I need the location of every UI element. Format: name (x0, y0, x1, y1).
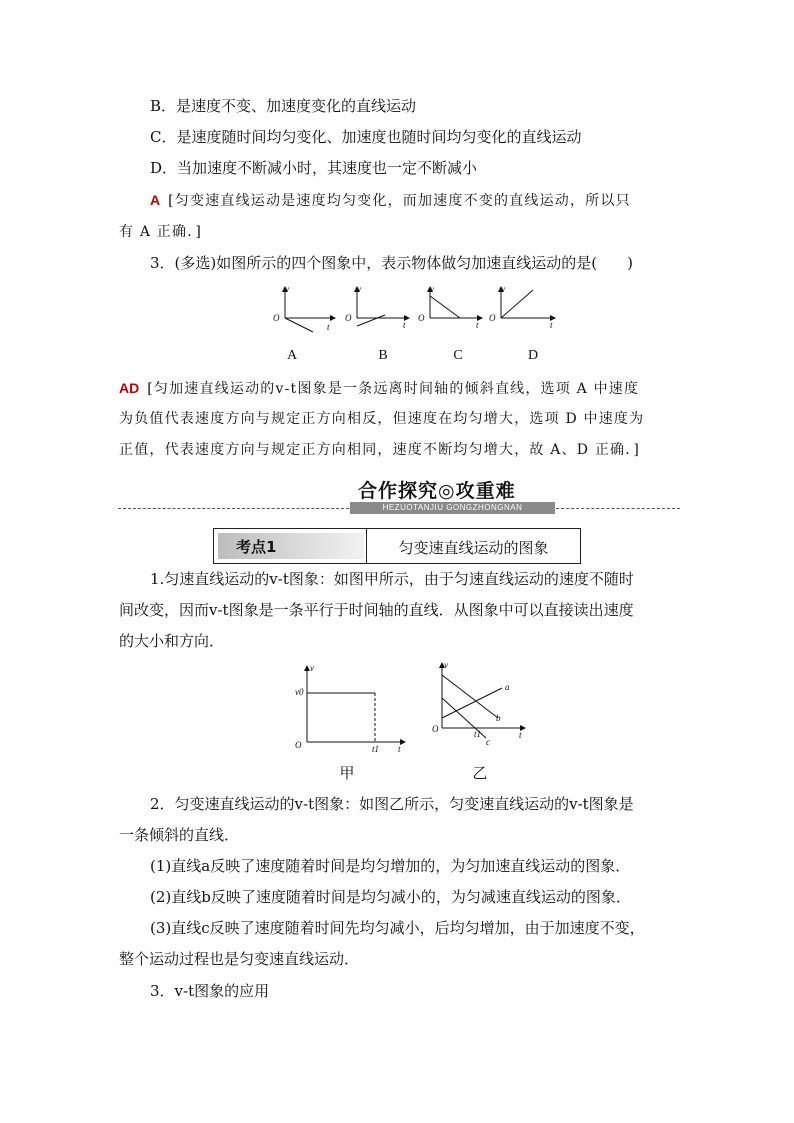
yi-label-a: a (505, 682, 510, 692)
q3-graphs (265, 282, 565, 342)
q2-answer-key: A (150, 192, 161, 208)
graph-a (273, 284, 335, 332)
jia-axis-t: t (398, 744, 401, 754)
graph-c-axis-t: t (476, 320, 479, 330)
kaodian-tag (218, 533, 364, 559)
figure-yi-caption: 乙 (472, 764, 488, 782)
graph-b-origin: O (345, 313, 352, 323)
graph-d-line (501, 290, 533, 318)
q3-answer-line2: 为负值代表速度方向与规定正方向相反，但速度在均匀增大，选项 D 中速度为 (119, 411, 645, 427)
graph-label-a: A (286, 348, 298, 363)
jia-axis-v: v (310, 663, 314, 673)
banner-subtitle: HEZUOTANJIU GONGZHONGNAN (350, 502, 555, 514)
section1-line2: 间改变，因而v-t图象是一条平行于时间轴的直线．从图象中可以直接读出速度 (119, 601, 634, 619)
q2-answer (150, 190, 631, 211)
section3-heading: 3．v-t图象的应用 (150, 982, 270, 1000)
kaodian-title: 匀变速直线运动的图象 (398, 539, 549, 557)
banner-title: 合作探究◎攻重难 (358, 480, 516, 502)
yi-axis-v: v (444, 660, 448, 670)
section2-item3-line2: 整个运动过程也是匀变速直线运动． (119, 950, 360, 968)
graph-d (489, 284, 555, 330)
kaodian-box (213, 528, 581, 564)
banner-divider-right (556, 508, 680, 509)
graph-c-axis-v: v (430, 284, 434, 294)
q3-answer (119, 378, 639, 399)
section2-item2: (2)直线b反映了速度随着时间是均匀减小的，为匀减速直线运动的图象． (150, 888, 631, 906)
yi-label-c: c (486, 737, 490, 747)
yi-t1-label: t1 (474, 729, 482, 739)
graph-d-axis-t: t (550, 320, 553, 330)
graph-c-line (430, 296, 460, 318)
q2-answer-line1: [匀变速直线运动是速度均匀变化，而加速度不变的直线运动，所以只 (168, 193, 631, 209)
jia-origin: O (295, 740, 302, 750)
section2-line1: 2．匀变速直线运动的v-t图象：如图乙所示，匀变速直线运动的v-t图象是 (150, 795, 634, 813)
jia-t1-label: t1 (372, 744, 380, 754)
graph-c-origin: O (418, 313, 425, 323)
figure-jia (290, 662, 410, 757)
section2-item3-line1: (3)直线c反映了速度随着时间先均匀减小，后均匀增加，由于加速度不变， (150, 919, 645, 937)
graph-b-line (357, 315, 385, 326)
graph-b (345, 284, 409, 330)
yi-label-b: b (496, 713, 501, 723)
graph-label-b: B (378, 348, 388, 363)
graph-a-axis-t: t (327, 322, 330, 332)
banner-divider-left (118, 508, 354, 509)
section2-line2: 一条倾斜的直线． (119, 826, 240, 844)
yi-line-a (442, 688, 502, 718)
figure-jia-caption: 甲 (339, 764, 355, 782)
graph-b-axis-t: t (403, 320, 406, 330)
section1-line3: 的大小和方向． (119, 632, 225, 650)
graph-d-origin: O (489, 313, 496, 323)
graph-label-c: C (453, 348, 463, 363)
q2-option-b: B．是速度不变、加速度变化的直线运动 (150, 97, 417, 115)
graph-b-axis-v: v (357, 284, 361, 294)
q3-answer-line3: 正值，代表速度方向与规定正方向相同，速度不断均匀增大，故 A、D 正确．] (119, 442, 641, 458)
graph-a-origin: O (273, 313, 280, 323)
q2-answer-line2: 有 A 正确．] (119, 224, 203, 240)
q3-answer-key: AD (119, 380, 140, 396)
graph-a-axis-v: v (285, 284, 289, 294)
graph-c (418, 284, 482, 330)
q3-stem: 3．(多选)如图所示的四个图象中，表示物体做匀加速直线运动的是( ) (150, 254, 633, 272)
kaodian-tag-label: 考点1 (236, 538, 277, 556)
section1-line1: 1.匀速直线运动的v-t图象：如图甲所示，由于匀速直线运动的速度不随时 (150, 570, 634, 588)
jia-v0-label: v0 (295, 687, 304, 697)
q3-answer-line1: [匀加速直线运动的v-t图象是一条远离时间轴的倾斜直线，选项 A 中速度 (147, 381, 640, 397)
q2-option-c: C．是速度随时间均匀变化、加速度也随时间均匀变化的直线运动 (150, 128, 582, 146)
yi-line-b (442, 675, 498, 718)
section2-item1: (1)直线a反映了速度随着时间是均匀增加的，为匀加速直线运动的图象． (150, 857, 631, 875)
yi-axis-t: t (519, 730, 522, 740)
q2-option-d: D．当加速度不断减小时，其速度也一定不断减小 (150, 159, 478, 177)
graph-label-d: D (527, 348, 539, 363)
graph-d-axis-v: v (501, 284, 505, 294)
graph-a-line (285, 318, 313, 332)
yi-origin: O (432, 724, 439, 734)
figure-yi (430, 660, 530, 750)
